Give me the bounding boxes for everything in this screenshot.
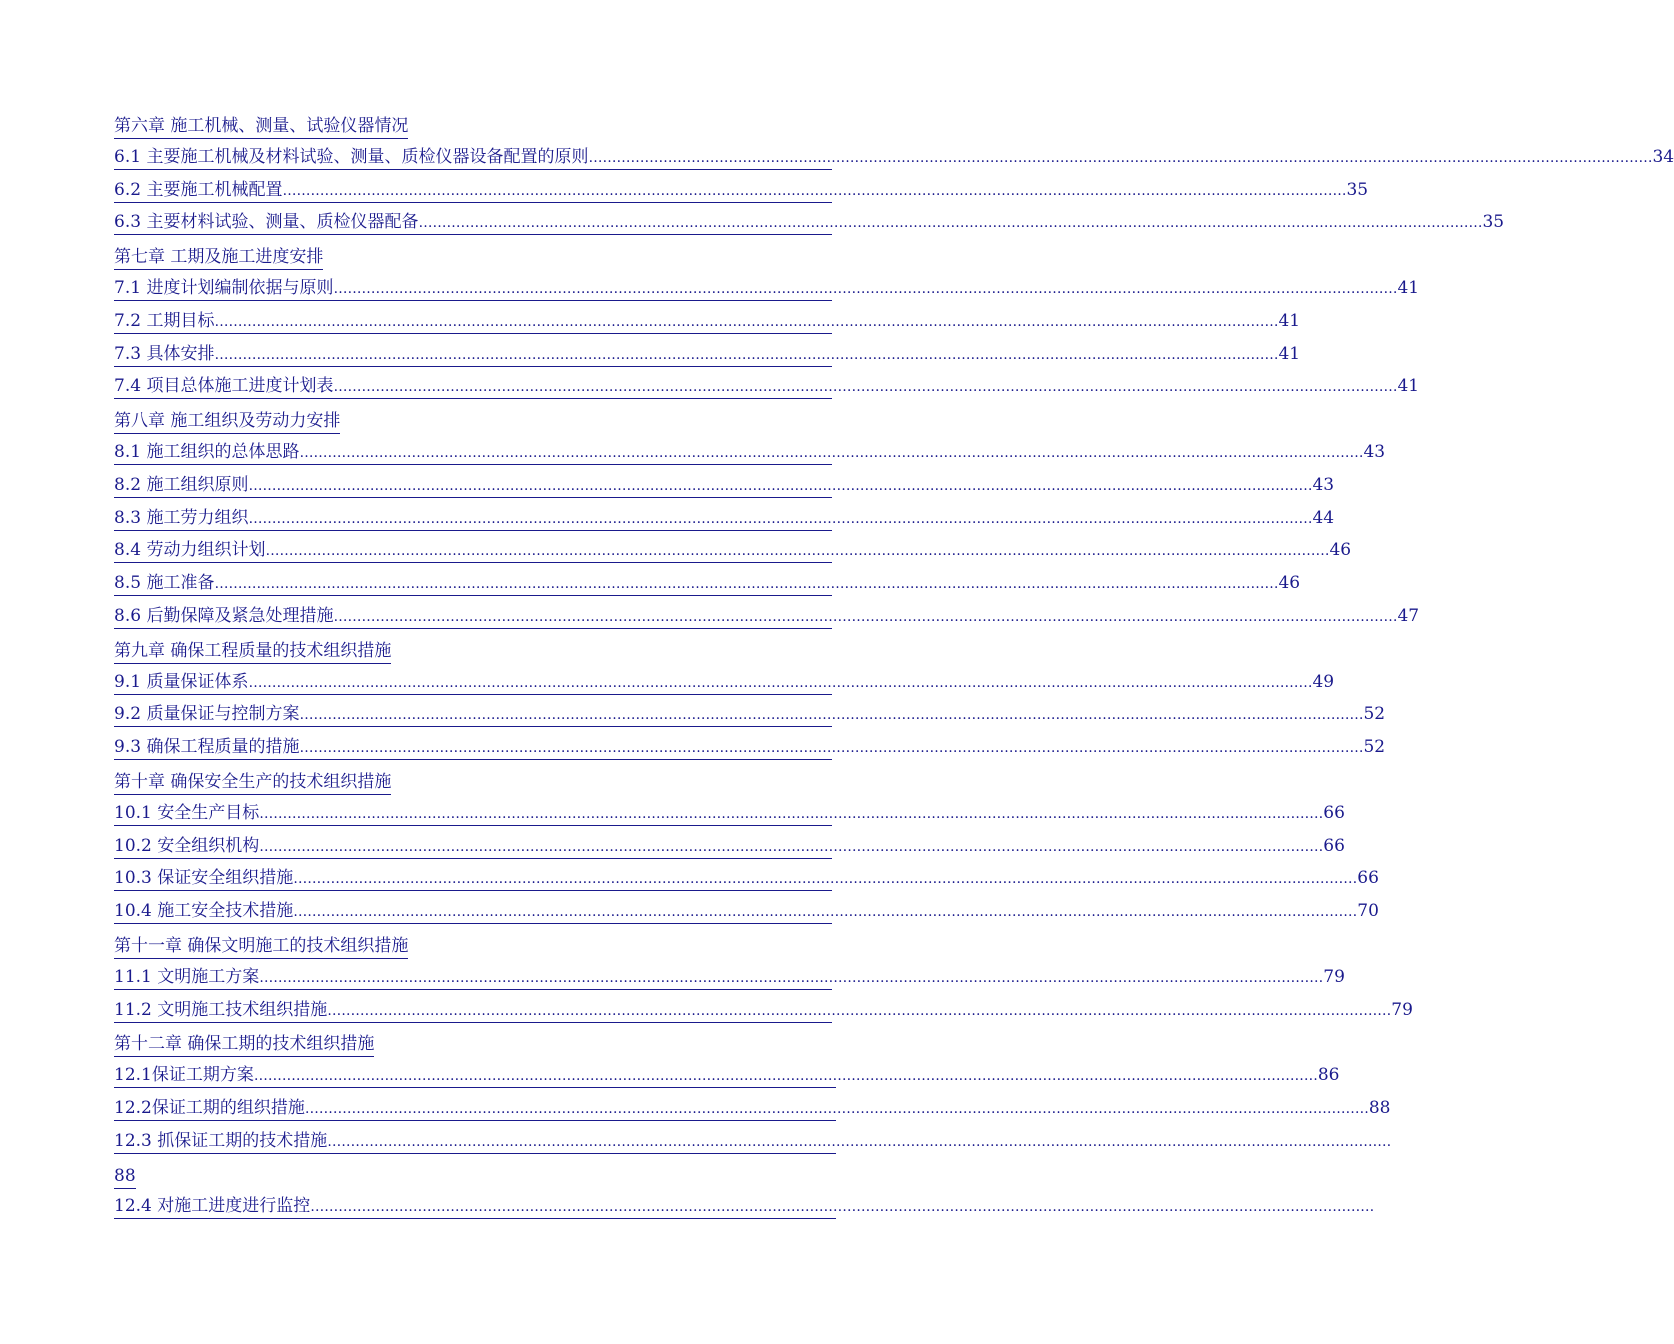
toc-item-10-4[interactable]: [114, 899, 1379, 932]
dot-leader: …………………………………………………………………………………………………………………………………………………………………………………………………………: [259, 805, 1324, 822]
toc-chapter-11[interactable]: [114, 932, 836, 965]
dot-leader: …………………………………………………………………………………………………………………………………………………………………………………………………………: [253, 1068, 1318, 1085]
dot-leader: …………………………………………………………………………………………………………………………………………………………………………………………………………: [248, 510, 1313, 527]
dot-leader: …………………………………………………………………………………………………………………………………………………………………………………………………………: [333, 608, 1398, 625]
item-label[interactable]: 11.2 文明施工技术组织措施: [114, 999, 328, 1020]
item-label[interactable]: 11.1 文明施工方案: [114, 966, 260, 987]
dot-leader: …………………………………………………………………………………………………………………………………………………………………………………………………………: [327, 1002, 1392, 1019]
page-number[interactable]: 35: [1346, 179, 1369, 200]
toc-item-9-1[interactable]: [114, 670, 1335, 703]
page-number[interactable]: 52: [1363, 737, 1386, 758]
toc-item-8-2[interactable]: [114, 473, 1335, 506]
page-number[interactable]: 41: [1278, 310, 1301, 331]
item-label[interactable]: 7.3 具体安排: [114, 343, 215, 364]
item-label[interactable]: 7.1 进度计划编制依据与原则: [114, 277, 334, 298]
page-number[interactable]: 79: [1323, 966, 1345, 987]
dot-leader: …………………………………………………………………………………………………………………………………………………………………………………………………………: [588, 149, 1653, 166]
dot-leader: …………………………………………………………………………………………………………………………………………………………………………………………………………: [299, 740, 1364, 757]
toc-item-10-3[interactable]: [114, 866, 1379, 899]
page-number[interactable]: 86: [1317, 1065, 1340, 1086]
page-number[interactable]: 79: [1391, 999, 1413, 1020]
item-label[interactable]: 8.4 劳动力组织计划: [114, 540, 266, 561]
item-label[interactable]: 9.1 质量保证体系: [114, 671, 249, 692]
toc-item-8-1[interactable]: [114, 440, 1386, 473]
item-label[interactable]: 12.4 对施工进度进行监控: [114, 1196, 311, 1217]
page-number[interactable]: 66: [1323, 802, 1345, 823]
item-label[interactable]: 12.3 抓保证工期的技术措施: [114, 1130, 328, 1151]
dot-leader: …………………………………………………………………………………………………………………………………………………………………………………………………………: [282, 182, 1347, 199]
toc-item-7-3[interactable]: [114, 342, 1301, 375]
page-number[interactable]: 44: [1312, 507, 1335, 528]
toc-item-7-4[interactable]: [114, 374, 1420, 407]
toc-item-12-2[interactable]: [114, 1096, 1391, 1129]
chapter-title[interactable]: 第十二章 确保工期的技术组织措施: [114, 1032, 374, 1057]
page-number[interactable]: 46: [1278, 573, 1301, 594]
item-label[interactable]: 8.5 施工准备: [114, 573, 215, 594]
toc-item-6-2[interactable]: [114, 178, 1369, 211]
toc-item-11-2[interactable]: [114, 998, 1413, 1031]
page-number[interactable]: 41: [1278, 343, 1301, 364]
page-number[interactable]: 70: [1357, 901, 1379, 922]
item-label[interactable]: 10.3 保证安全组织措施: [114, 868, 294, 889]
toc-item-8-3[interactable]: [114, 506, 1335, 539]
dot-leader: …………………………………………………………………………………………………………………………………………………………………………………………………………: [327, 1133, 1392, 1150]
item-label[interactable]: 9.2 质量保证与控制方案: [114, 704, 300, 725]
table-of-contents: [114, 112, 1674, 1227]
item-label[interactable]: 6.3 主要材料试验、测量、质检仪器配备: [114, 212, 419, 233]
chapter-title[interactable]: 第十章 确保安全生产的技术组织措施: [114, 770, 391, 795]
dot-leader: …………………………………………………………………………………………………………………………………………………………………………………………………………: [333, 280, 1398, 297]
toc-item-6-3[interactable]: [114, 210, 1505, 243]
item-label[interactable]: 7.2 工期目标: [114, 310, 215, 331]
dot-leader: …………………………………………………………………………………………………………………………………………………………………………………………………………: [299, 444, 1364, 461]
item-label[interactable]: 8.1 施工组织的总体思路: [114, 441, 300, 462]
toc-chapter-6[interactable]: [114, 112, 836, 145]
dot-leader: …………………………………………………………………………………………………………………………………………………………………………………………………………: [418, 215, 1483, 232]
chapter-title[interactable]: 第十一章 确保文明施工的技术组织措施: [114, 934, 408, 959]
page-number[interactable]: 66: [1357, 868, 1379, 889]
page-number[interactable]: 34: [1652, 146, 1674, 167]
toc-item-10-2[interactable]: [114, 834, 1345, 867]
item-label[interactable]: 10.4 施工安全技术措施: [114, 901, 294, 922]
item-label[interactable]: 8.3 施工劳力组织: [114, 507, 249, 528]
page-number[interactable]: 43: [1312, 474, 1335, 495]
item-label[interactable]: 8.6 后勤保障及紧急处理措施: [114, 605, 334, 626]
toc-item-9-3[interactable]: [114, 735, 1386, 768]
item-label[interactable]: 8.2 施工组织原则: [114, 474, 249, 495]
toc-item-11-1[interactable]: [114, 965, 1345, 998]
toc-chapter-12[interactable]: [114, 1030, 836, 1063]
page-number[interactable]: 43: [1363, 441, 1386, 462]
dot-leader: …………………………………………………………………………………………………………………………………………………………………………………………………………: [214, 346, 1279, 363]
page-number[interactable]: 88: [114, 1164, 136, 1189]
toc-item-8-6[interactable]: [114, 604, 1420, 637]
item-label[interactable]: 10.1 安全生产目标: [114, 802, 260, 823]
toc-chapter-9[interactable]: [114, 637, 836, 670]
dot-leader: …………………………………………………………………………………………………………………………………………………………………………………………………………: [333, 379, 1398, 396]
page-number[interactable]: 88: [1368, 1097, 1391, 1118]
page-number[interactable]: 46: [1329, 540, 1352, 561]
toc-chapter-7[interactable]: [114, 243, 836, 276]
toc-chapter-10[interactable]: [114, 768, 836, 801]
chapter-title[interactable]: 第六章 施工机械、测量、试验仪器情况: [114, 114, 408, 139]
toc-item-6-1[interactable]: [114, 145, 1674, 178]
dot-leader: …………………………………………………………………………………………………………………………………………………………………………………………………………: [293, 904, 1358, 921]
page-number[interactable]: 66: [1323, 835, 1345, 856]
dot-leader: …………………………………………………………………………………………………………………………………………………………………………………………………………: [304, 1100, 1369, 1117]
toc-item-10-1[interactable]: [114, 801, 1345, 834]
dot-leader: …………………………………………………………………………………………………………………………………………………………………………………………………………: [248, 674, 1313, 691]
toc-item-8-5[interactable]: [114, 571, 1301, 604]
item-label[interactable]: 12.1保证工期方案: [114, 1065, 254, 1086]
toc-item-12-1[interactable]: [114, 1063, 1340, 1096]
page-number[interactable]: 41: [1397, 376, 1420, 397]
page-number[interactable]: 49: [1312, 671, 1335, 692]
toc-item-9-2[interactable]: [114, 702, 1386, 735]
toc-chapter-8[interactable]: [114, 407, 836, 440]
chapter-title[interactable]: 第七章 工期及施工进度安排: [114, 245, 323, 270]
dot-leader: …………………………………………………………………………………………………………………………………………………………………………………………………………: [310, 1199, 1375, 1216]
toc-item-12-3-page[interactable]: [114, 1162, 836, 1195]
item-label[interactable]: 12.2保证工期的组织措施: [114, 1097, 305, 1118]
dot-leader: …………………………………………………………………………………………………………………………………………………………………………………………………………: [214, 576, 1279, 593]
item-label[interactable]: 9.3 确保工程质量的措施: [114, 737, 300, 758]
dot-leader: …………………………………………………………………………………………………………………………………………………………………………………………………………: [299, 707, 1364, 724]
toc-item-12-3[interactable]: [114, 1129, 1392, 1162]
chapter-title[interactable]: 第九章 确保工程质量的技术组织措施: [114, 639, 391, 664]
dot-leader: …………………………………………………………………………………………………………………………………………………………………………………………………………: [259, 969, 1324, 986]
chapter-title[interactable]: 第八章 施工组织及劳动力安排: [114, 409, 340, 434]
dot-leader: …………………………………………………………………………………………………………………………………………………………………………………………………………: [293, 871, 1358, 888]
dot-leader: …………………………………………………………………………………………………………………………………………………………………………………………………………: [265, 543, 1330, 560]
dot-leader: …………………………………………………………………………………………………………………………………………………………………………………………………………: [248, 477, 1313, 494]
item-label[interactable]: 7.4 项目总体施工进度计划表: [114, 376, 334, 397]
item-label[interactable]: 6.1 主要施工机械及材料试验、测量、质检仪器设备配置的原则: [114, 146, 589, 167]
page-number[interactable]: 47: [1397, 605, 1420, 626]
toc-item-7-2[interactable]: [114, 309, 1301, 342]
dot-leader: …………………………………………………………………………………………………………………………………………………………………………………………………………: [259, 838, 1324, 855]
toc-item-7-1[interactable]: [114, 276, 1420, 309]
item-label[interactable]: 6.2 主要施工机械配置: [114, 179, 283, 200]
dot-leader: …………………………………………………………………………………………………………………………………………………………………………………………………………: [214, 313, 1279, 330]
page-number[interactable]: 41: [1397, 277, 1420, 298]
toc-item-8-4[interactable]: [114, 538, 1352, 571]
toc-item-12-4[interactable]: [114, 1194, 1375, 1227]
item-label[interactable]: 10.2 安全组织机构: [114, 835, 260, 856]
page-number[interactable]: 35: [1482, 212, 1505, 233]
page-number[interactable]: 52: [1363, 704, 1386, 725]
